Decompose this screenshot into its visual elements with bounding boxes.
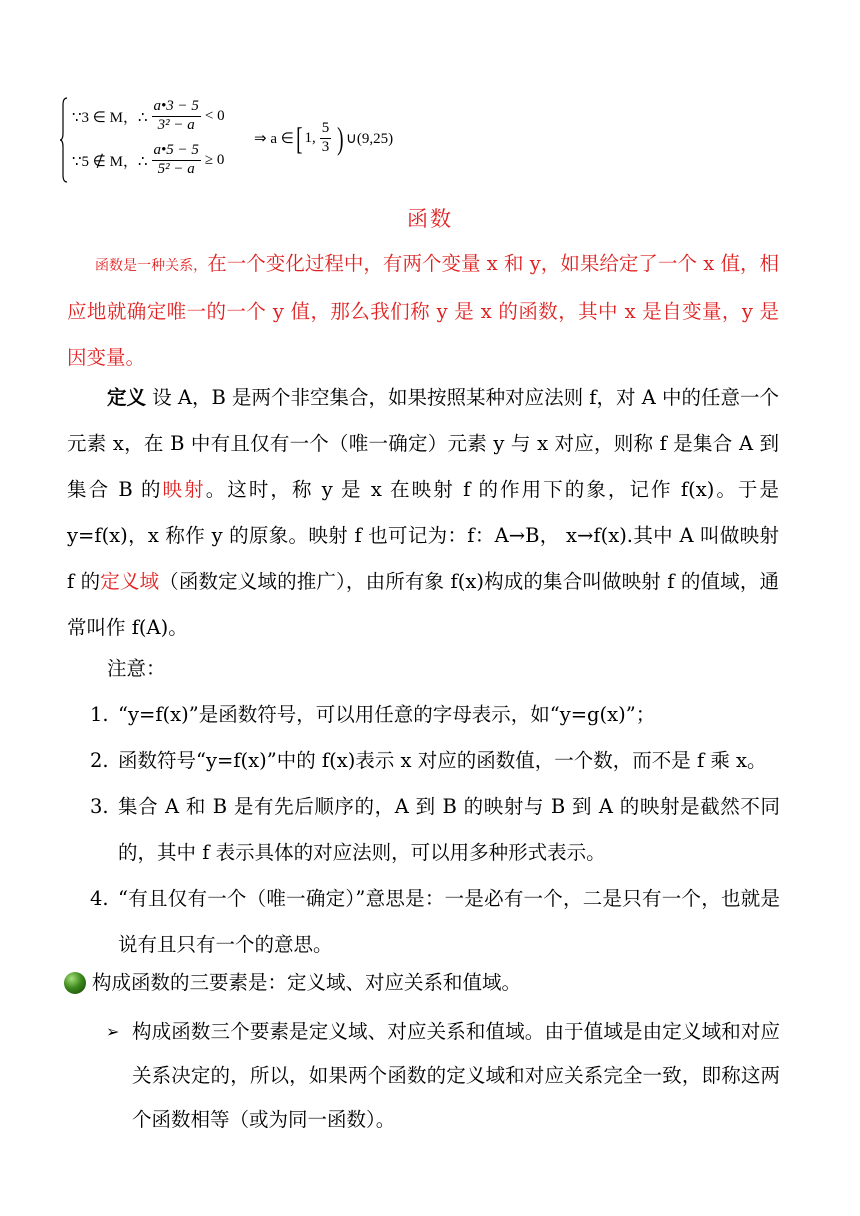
three-elements-heading-text: 构成函数的三要素是：定义域、对应关系和值域。	[92, 971, 522, 994]
left-brace	[60, 97, 68, 183]
note-text: “y=f(x)”是函数符号，可以用任意的字母表示，如“y=g(x)”；	[118, 703, 656, 726]
interval-left-bracket: [	[295, 120, 303, 157]
math-row-1-premise: ∵3 ∈ M，∴	[72, 109, 148, 126]
three-elements-detail-text: 构成函数三个要素是定义域、对应关系和值域。由于值域是由定义域和对应关系决定的，所以，如果两个函数的定义域和对应关系完全一致，即称这两个函数相等（或为同一函数）。	[132, 1020, 780, 1131]
math-row-1-denominator: 3² − a	[157, 116, 195, 133]
interval-fraction-den: 3	[321, 138, 330, 155]
list-item	[90, 738, 780, 784]
definition-term-domain: 定义域	[100, 570, 160, 593]
intro-small-prefix: 函数是一种关系，	[95, 258, 208, 274]
note-text: 集合 A 和 B 是有先后顺序的，A 到 B 的映射与 B 到 A 的映射是截然不同的，其中 f 表示具体的对应法则，可以用多种形式表示。	[118, 795, 780, 864]
note-number: 1.	[90, 703, 109, 726]
list-item	[90, 692, 780, 738]
note-label: 注意：	[107, 657, 166, 680]
math-row-2-fraction	[152, 143, 201, 178]
intro-text: 在一个变化过程中，有两个变量 x 和 y，如果给定了一个 x 值，相应地就确定唯一的一个 y 值，那么我们称 y 是 x 的函数，其中 x 是自变量，y 是因变量。	[67, 252, 779, 369]
interval-fraction	[320, 121, 332, 156]
list-item	[90, 784, 780, 876]
intro-paragraph	[67, 241, 779, 381]
note-number: 3.	[90, 795, 109, 818]
math-row-1-numerator: a•3 − 5	[152, 99, 201, 117]
math-row-2-numerator: a•5 − 5	[152, 143, 201, 161]
note-number: 4.	[90, 887, 109, 910]
math-row-2	[72, 143, 224, 178]
notes-list	[90, 692, 780, 968]
arrow-bullet-icon: ➢	[106, 1022, 120, 1041]
interval-union: ∪(9,25)	[345, 130, 394, 147]
math-row-2-denominator: 5² − a	[157, 160, 195, 177]
three-elements-detail	[106, 1010, 780, 1142]
section-title: 函数	[407, 207, 453, 231]
math-result	[254, 121, 393, 156]
note-text: “有且仅有一个（唯一确定）”意思是：一是必有一个，二是只有一个，也就是说有且只有一个的意思。	[118, 887, 780, 956]
math-row-1-fraction	[152, 99, 201, 134]
interval-right-paren: )	[337, 120, 344, 157]
three-elements-heading	[64, 964, 521, 1002]
math-implies: ⇒ a ∈	[254, 130, 294, 147]
definition-part-3: （函数定义域的推广），由所有象 f(x)构成的集合叫做映射 f 的值域，通常叫作 f(A)。	[67, 570, 779, 639]
math-row-2-relation: ≥ 0	[204, 151, 225, 168]
math-row-2-premise: ∵5 ∉ M，∴	[72, 153, 148, 170]
green-ball-icon	[64, 972, 86, 994]
definition-term-mapping: 映射	[162, 478, 206, 501]
list-item	[90, 876, 780, 968]
math-row-1	[72, 99, 225, 134]
math-row-1-relation: < 0	[204, 107, 225, 124]
note-text: 函数符号“y=f(x)”中的 f(x)表示 x 对应的函数值，一个数，而不是 f 乘 x。	[118, 749, 767, 772]
math-system	[60, 95, 420, 187]
definition-label: 定义	[107, 386, 147, 409]
definition-part-2: 。这时，称 y 是 x 在映射 f 的作用下的象，记作 f(x)。于是 y=f(x)，x 称作 y 的原象。映射 f 也可记为：f：A→B， x→f(x).其中 A 叫做映射 f 的	[67, 478, 779, 593]
definition-part-1: 设 A，B 是两个非空集合，如果按照某种对应法则 f，对 A 中的任意一个元素 x，在 B 中有且仅有一个（唯一确定）元素 y 与 x 对应，则称 f 是集合 A 到集合 B 的	[67, 386, 779, 501]
definition-paragraph	[67, 375, 779, 651]
interval-fraction-num: 5	[320, 121, 332, 139]
interval-left: 1,	[304, 129, 316, 146]
note-number: 2.	[90, 749, 109, 772]
